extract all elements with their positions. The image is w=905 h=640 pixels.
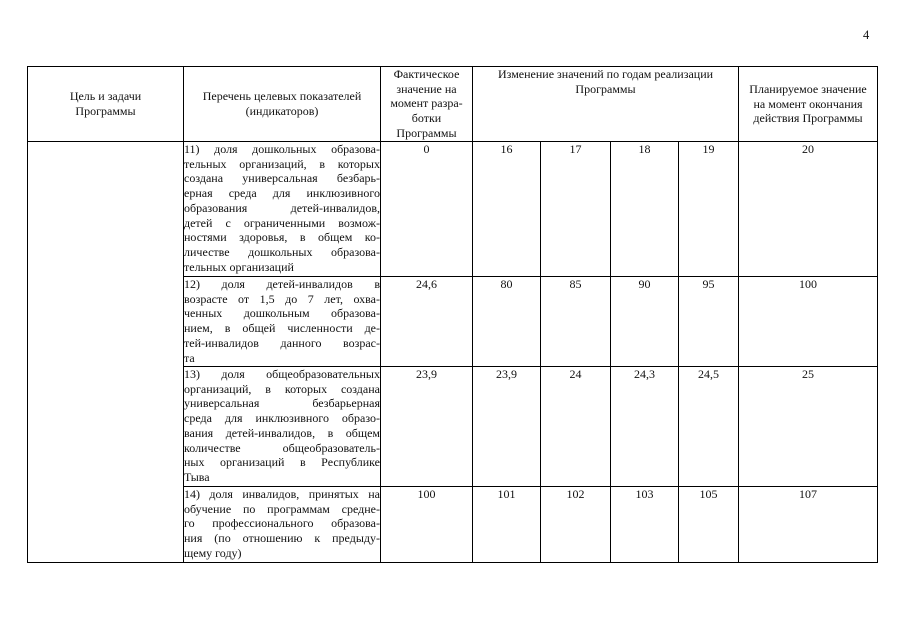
table-body (28, 142, 878, 563)
header-indicators-line: (индикаторов) (245, 104, 319, 118)
indicator-line: вания детей-инвалидов, в общем (184, 425, 380, 440)
indicator-cell (184, 277, 381, 367)
planned-value-cell: 100 (739, 277, 878, 367)
year-value-cell: 95 (679, 277, 739, 367)
indicator-cell (184, 142, 381, 277)
header-planned-value (739, 67, 878, 142)
actual-value-cell: 100 (381, 487, 473, 563)
indicator-cell (184, 487, 381, 563)
year-value-cell: 103 (611, 487, 679, 563)
header-actual-line: Фактическое (393, 67, 460, 81)
indicator-line: Тыва (184, 469, 210, 484)
indicator-line: 11) доля дошкольных образова- (184, 142, 380, 156)
planned-value-cell: 20 (739, 142, 878, 277)
indicator-line: щему году) (184, 545, 242, 560)
indicator-line: ностями здоровья, в общем ко- (184, 230, 380, 245)
indicator-line: обучение по программам средне- (184, 501, 380, 516)
header-planned-line: действия Программы (753, 111, 863, 126)
indicator-line: го профессионального образова- (184, 516, 380, 531)
indicator-line: тельных организаций, в которых (184, 156, 380, 171)
year-value-cell: 90 (611, 277, 679, 367)
indicator-line: тей-инвалидов данного возрас- (184, 335, 380, 350)
year-value-cell: 85 (541, 277, 611, 367)
page-number: 4 (863, 28, 870, 42)
year-value-cell: 102 (541, 487, 611, 563)
header-goal-line: Цель и задачи (69, 89, 142, 104)
indicator-line: нием, в общей численности де- (184, 321, 380, 336)
year-value-cell: 24,5 (679, 367, 739, 487)
header-indicators-line: Перечень целевых показателей (202, 89, 362, 104)
header-actual-line: ботки (411, 111, 442, 126)
header-actual-line: значение на (396, 81, 457, 96)
indicator-line: 14) доля инвалидов, принятых на (184, 487, 380, 501)
header-goal-line: Программы (75, 104, 136, 118)
actual-value-cell: 24,6 (381, 277, 473, 367)
indicator-cell (184, 367, 381, 487)
indicator-line: создана универсальная безбарь- (184, 171, 380, 186)
indicators-table (27, 66, 878, 563)
table-row (28, 142, 878, 277)
year-value-cell: 19 (679, 142, 739, 277)
indicator-line: личестве дошкольных образова- (184, 244, 380, 259)
indicator-line: образования детей-инвалидов, (184, 200, 380, 215)
indicator-line: ных организаций в Республике (184, 455, 380, 470)
year-value-cell: 101 (473, 487, 541, 563)
header-years-line: Изменение значений по годам реализации (497, 67, 714, 81)
indicator-line: ченных дошкольным образова- (184, 306, 380, 321)
planned-value-cell: 25 (739, 367, 878, 487)
indicator-line: детей с ограниченными возмож- (184, 215, 380, 230)
planned-value-cell: 107 (739, 487, 878, 563)
header-years-change (473, 67, 739, 142)
year-value-cell: 24,3 (611, 367, 679, 487)
indicator-line: ерная среда для инклюзивного (184, 186, 380, 201)
year-value-cell: 24 (541, 367, 611, 487)
year-value-cell: 17 (541, 142, 611, 277)
year-value-cell: 18 (611, 142, 679, 277)
header-planned-line: Планируемое значение (749, 81, 867, 96)
year-value-cell: 23,9 (473, 367, 541, 487)
indicator-line: универсальная безбарьерная (184, 396, 380, 411)
year-value-cell: 80 (473, 277, 541, 367)
indicator-line: та (184, 350, 195, 365)
indicator-line: количестве общеобразователь- (184, 440, 380, 455)
goal-cell (28, 142, 184, 563)
indicator-line: ния (по отношению к предыду- (184, 531, 380, 546)
header-years-line: Программы (575, 81, 636, 96)
header-actual-line: момент разра- (390, 96, 463, 111)
indicator-line: среда для инклюзивного образо- (184, 411, 380, 426)
header-indicators (184, 67, 381, 142)
header-goal (28, 67, 184, 142)
year-value-cell: 16 (473, 142, 541, 277)
table-header-row (28, 67, 878, 142)
indicator-line: 13) доля общеобразовательных (184, 367, 380, 381)
indicator-line: организаций, в которых создана (184, 381, 380, 396)
actual-value-cell: 23,9 (381, 367, 473, 487)
indicator-line: тельных организаций (184, 259, 294, 274)
indicator-line: 12) доля детей-инвалидов в (184, 277, 380, 291)
year-value-cell: 105 (679, 487, 739, 563)
header-planned-line: на момент окончания (753, 96, 863, 111)
actual-value-cell: 0 (381, 142, 473, 277)
indicator-line: возрасте от 1,5 до 7 лет, охва- (184, 291, 380, 306)
header-actual-value (381, 67, 473, 142)
header-actual-line: Программы (396, 125, 457, 140)
